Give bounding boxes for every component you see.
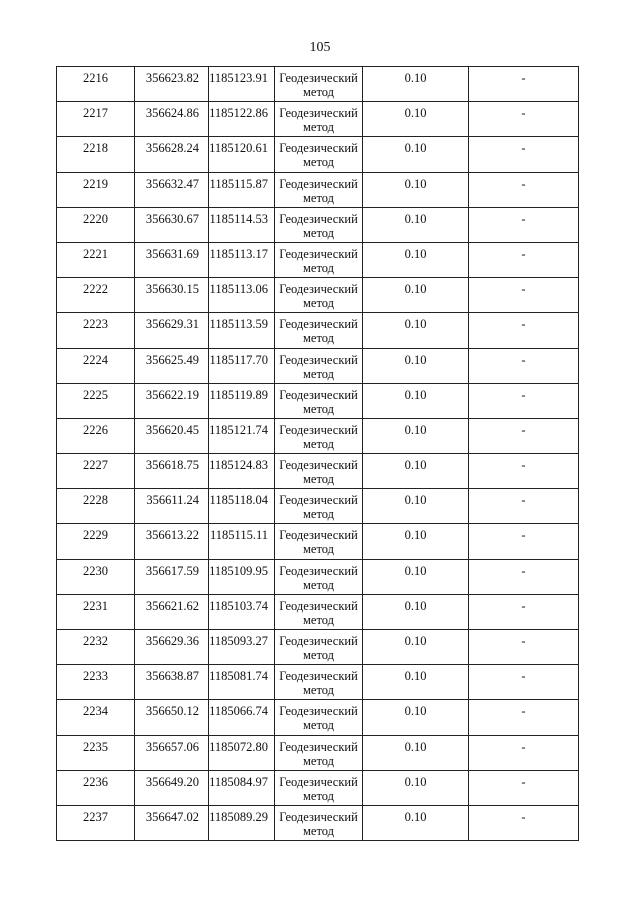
method-line: Геодезический (279, 634, 358, 648)
method-line: метод (302, 718, 334, 733)
method-cell (275, 594, 363, 629)
method-cell (275, 665, 363, 700)
method-line: метод (302, 683, 334, 698)
table-row (57, 137, 579, 172)
accuracy-cell: 0.10 (363, 805, 469, 840)
accuracy-cell: 0.10 (363, 383, 469, 418)
y-coordinate-cell: 1185122.86 (209, 102, 275, 137)
x-coordinate-cell: 356629.36 (135, 630, 209, 665)
x-coordinate-cell: 356611.24 (135, 489, 209, 524)
method-line: Геодезический (279, 563, 358, 578)
method-line: метод (302, 472, 334, 487)
method-line: Геодезический (279, 387, 358, 402)
accuracy-cell: 0.10 (363, 665, 469, 700)
x-coordinate-cell: 356617.59 (135, 559, 209, 594)
point-number-cell: 2221 (57, 242, 135, 277)
y-coordinate-cell: 1185119.89 (209, 383, 275, 418)
point-number-cell: 2231 (57, 594, 135, 629)
x-coordinate-cell: 356630.67 (135, 207, 209, 242)
method-line: Геодезический (279, 458, 358, 473)
x-coordinate-cell: 356620.45 (135, 418, 209, 453)
table-row (57, 805, 579, 840)
y-coordinate-cell: 1185115.87 (209, 172, 275, 207)
y-coordinate-cell: 1185115.11 (209, 524, 275, 559)
x-coordinate-cell: 356625.49 (135, 348, 209, 383)
method-line: метод (302, 577, 334, 592)
x-coordinate-cell: 356622.19 (135, 383, 209, 418)
description-cell: - (469, 700, 579, 735)
description-cell: - (469, 313, 579, 348)
description-cell: - (469, 207, 579, 242)
method-cell (275, 489, 363, 524)
y-coordinate-cell: 1185109.95 (209, 559, 275, 594)
table-row (57, 489, 579, 524)
table-row (57, 665, 579, 700)
method-line: метод (302, 648, 334, 662)
method-line: Геодезический (279, 774, 358, 789)
method-line: метод (302, 225, 334, 240)
method-line: Геодезический (279, 422, 358, 437)
description-cell: - (469, 805, 579, 840)
point-number-cell: 2237 (57, 805, 135, 840)
page-number: 105 (309, 40, 331, 55)
method-cell (275, 383, 363, 418)
accuracy-cell: 0.10 (363, 137, 469, 172)
point-number-cell: 2232 (57, 630, 135, 665)
point-number-cell: 2226 (57, 418, 135, 453)
method-cell (275, 137, 363, 172)
method-line: метод (302, 612, 334, 627)
method-line: Геодезический (279, 106, 358, 121)
description-cell: - (469, 348, 579, 383)
description-cell: - (469, 594, 579, 629)
description-cell: - (469, 102, 579, 137)
description-cell: - (469, 67, 579, 102)
method-line: Геодезический (279, 317, 358, 332)
accuracy-cell: 0.10 (363, 735, 469, 770)
table-row (57, 207, 579, 242)
accuracy-cell: 0.10 (363, 348, 469, 383)
description-cell: - (469, 383, 579, 418)
point-number-cell: 2222 (57, 278, 135, 313)
point-number-cell: 2220 (57, 207, 135, 242)
point-number-cell: 2216 (57, 67, 135, 102)
description-cell: - (469, 489, 579, 524)
point-number-cell: 2229 (57, 524, 135, 559)
table-row (57, 348, 579, 383)
method-line: метод (302, 823, 334, 838)
method-line: Геодезический (279, 739, 358, 754)
method-line: метод (302, 120, 334, 135)
method-cell (275, 278, 363, 313)
y-coordinate-cell: 1185113.59 (209, 313, 275, 348)
description-cell: - (469, 665, 579, 700)
table-row (57, 383, 579, 418)
y-coordinate-cell: 1185118.04 (209, 489, 275, 524)
y-coordinate-cell: 1185123.91 (209, 67, 275, 102)
table-row (57, 418, 579, 453)
table-row (57, 313, 579, 348)
description-cell: - (469, 242, 579, 277)
table-row (57, 454, 579, 489)
description-cell: - (469, 735, 579, 770)
method-cell (275, 242, 363, 277)
x-coordinate-cell: 356631.69 (135, 242, 209, 277)
point-number-cell: 2233 (57, 665, 135, 700)
y-coordinate-cell: 1185124.83 (209, 454, 275, 489)
description-cell: - (469, 172, 579, 207)
accuracy-cell: 0.10 (363, 770, 469, 805)
point-number-cell: 2236 (57, 770, 135, 805)
description-cell: - (469, 278, 579, 313)
method-line: метод (302, 507, 334, 522)
x-coordinate-cell: 356621.62 (135, 594, 209, 629)
method-line: Геодезический (279, 493, 358, 508)
x-coordinate-cell: 356647.02 (135, 805, 209, 840)
x-coordinate-cell: 356618.75 (135, 454, 209, 489)
method-cell (275, 102, 363, 137)
table-row (57, 67, 579, 102)
accuracy-cell: 0.10 (363, 594, 469, 629)
y-coordinate-cell: 1185066.74 (209, 700, 275, 735)
y-coordinate-cell: 1185084.97 (209, 770, 275, 805)
y-coordinate-cell: 1185117.70 (209, 348, 275, 383)
method-line: метод (302, 190, 334, 205)
accuracy-cell: 0.10 (363, 454, 469, 489)
y-coordinate-cell: 1185114.53 (209, 207, 275, 242)
y-coordinate-cell: 1185089.29 (209, 805, 275, 840)
y-coordinate-cell: 1185093.27 (209, 630, 275, 665)
accuracy-cell: 0.10 (363, 207, 469, 242)
x-coordinate-cell: 356630.15 (135, 278, 209, 313)
method-cell (275, 559, 363, 594)
method-line: Геодезический (279, 211, 358, 226)
description-cell: - (469, 454, 579, 489)
description-cell: - (469, 770, 579, 805)
table-row (57, 559, 579, 594)
point-number-cell: 2225 (57, 383, 135, 418)
point-number-cell: 2230 (57, 559, 135, 594)
method-cell (275, 348, 363, 383)
description-cell: - (469, 630, 579, 665)
x-coordinate-cell: 356657.06 (135, 735, 209, 770)
method-cell (275, 630, 363, 665)
y-coordinate-cell: 1185103.74 (209, 594, 275, 629)
method-cell (275, 207, 363, 242)
point-number-cell: 2224 (57, 348, 135, 383)
method-line: Геодезический (279, 528, 358, 543)
method-cell (275, 67, 363, 102)
table-row (57, 172, 579, 207)
x-coordinate-cell: 356623.82 (135, 67, 209, 102)
x-coordinate-cell: 356613.22 (135, 524, 209, 559)
method-cell (275, 524, 363, 559)
table-row (57, 278, 579, 313)
method-line: Геодезический (279, 669, 358, 684)
method-line: Геодезический (279, 598, 358, 613)
method-line: метод (302, 436, 334, 451)
table-row (57, 594, 579, 629)
accuracy-cell: 0.10 (363, 242, 469, 277)
method-line: Геодезический (279, 352, 358, 367)
table-row (57, 700, 579, 735)
method-line: метод (302, 753, 334, 768)
method-line: Геодезический (279, 176, 358, 191)
table-body (57, 67, 579, 841)
accuracy-cell: 0.10 (363, 700, 469, 735)
method-line: метод (302, 331, 334, 346)
coordinates-table (56, 66, 579, 841)
method-cell (275, 770, 363, 805)
method-line: Геодезический (279, 809, 358, 824)
method-line: метод (302, 85, 334, 99)
accuracy-cell: 0.10 (363, 313, 469, 348)
table-row (57, 102, 579, 137)
table-row (57, 630, 579, 665)
accuracy-cell: 0.10 (363, 489, 469, 524)
point-number-cell: 2218 (57, 137, 135, 172)
x-coordinate-cell: 356632.47 (135, 172, 209, 207)
point-number-cell: 2228 (57, 489, 135, 524)
y-coordinate-cell: 1185072.80 (209, 735, 275, 770)
accuracy-cell: 0.10 (363, 102, 469, 137)
y-coordinate-cell: 1185113.06 (209, 278, 275, 313)
method-cell (275, 418, 363, 453)
y-coordinate-cell: 1185113.17 (209, 242, 275, 277)
table-row (57, 242, 579, 277)
y-coordinate-cell: 1185121.74 (209, 418, 275, 453)
description-cell: - (469, 524, 579, 559)
accuracy-cell: 0.10 (363, 524, 469, 559)
method-line: метод (302, 788, 334, 803)
method-line: Геодезический (279, 282, 358, 297)
method-line: метод (302, 155, 334, 170)
x-coordinate-cell: 356624.86 (135, 102, 209, 137)
method-line: метод (302, 366, 334, 381)
y-coordinate-cell: 1185120.61 (209, 137, 275, 172)
description-cell: - (469, 137, 579, 172)
method-line: Геодезический (279, 71, 358, 85)
method-cell (275, 700, 363, 735)
method-line: Геодезический (279, 246, 358, 261)
description-cell: - (469, 418, 579, 453)
method-line: Геодезический (279, 704, 358, 719)
accuracy-cell: 0.10 (363, 559, 469, 594)
method-line: метод (302, 401, 334, 416)
x-coordinate-cell: 356628.24 (135, 137, 209, 172)
accuracy-cell: 0.10 (363, 172, 469, 207)
method-line: метод (302, 296, 334, 311)
method-cell (275, 805, 363, 840)
table-row (57, 735, 579, 770)
method-cell (275, 313, 363, 348)
accuracy-cell: 0.10 (363, 67, 469, 102)
y-coordinate-cell: 1185081.74 (209, 665, 275, 700)
accuracy-cell: 0.10 (363, 418, 469, 453)
accuracy-cell: 0.10 (363, 630, 469, 665)
method-line: метод (302, 260, 334, 275)
x-coordinate-cell: 356650.12 (135, 700, 209, 735)
method-cell (275, 454, 363, 489)
x-coordinate-cell: 356638.87 (135, 665, 209, 700)
method-line: Геодезический (279, 141, 358, 156)
point-number-cell: 2227 (57, 454, 135, 489)
table-row (57, 770, 579, 805)
point-number-cell: 2235 (57, 735, 135, 770)
point-number-cell: 2234 (57, 700, 135, 735)
x-coordinate-cell: 356629.31 (135, 313, 209, 348)
description-cell: - (469, 559, 579, 594)
method-cell (275, 735, 363, 770)
x-coordinate-cell: 356649.20 (135, 770, 209, 805)
point-number-cell: 2217 (57, 102, 135, 137)
method-cell (275, 172, 363, 207)
point-number-cell: 2223 (57, 313, 135, 348)
point-number-cell: 2219 (57, 172, 135, 207)
method-line: метод (302, 542, 334, 557)
accuracy-cell: 0.10 (363, 278, 469, 313)
table-row (57, 524, 579, 559)
